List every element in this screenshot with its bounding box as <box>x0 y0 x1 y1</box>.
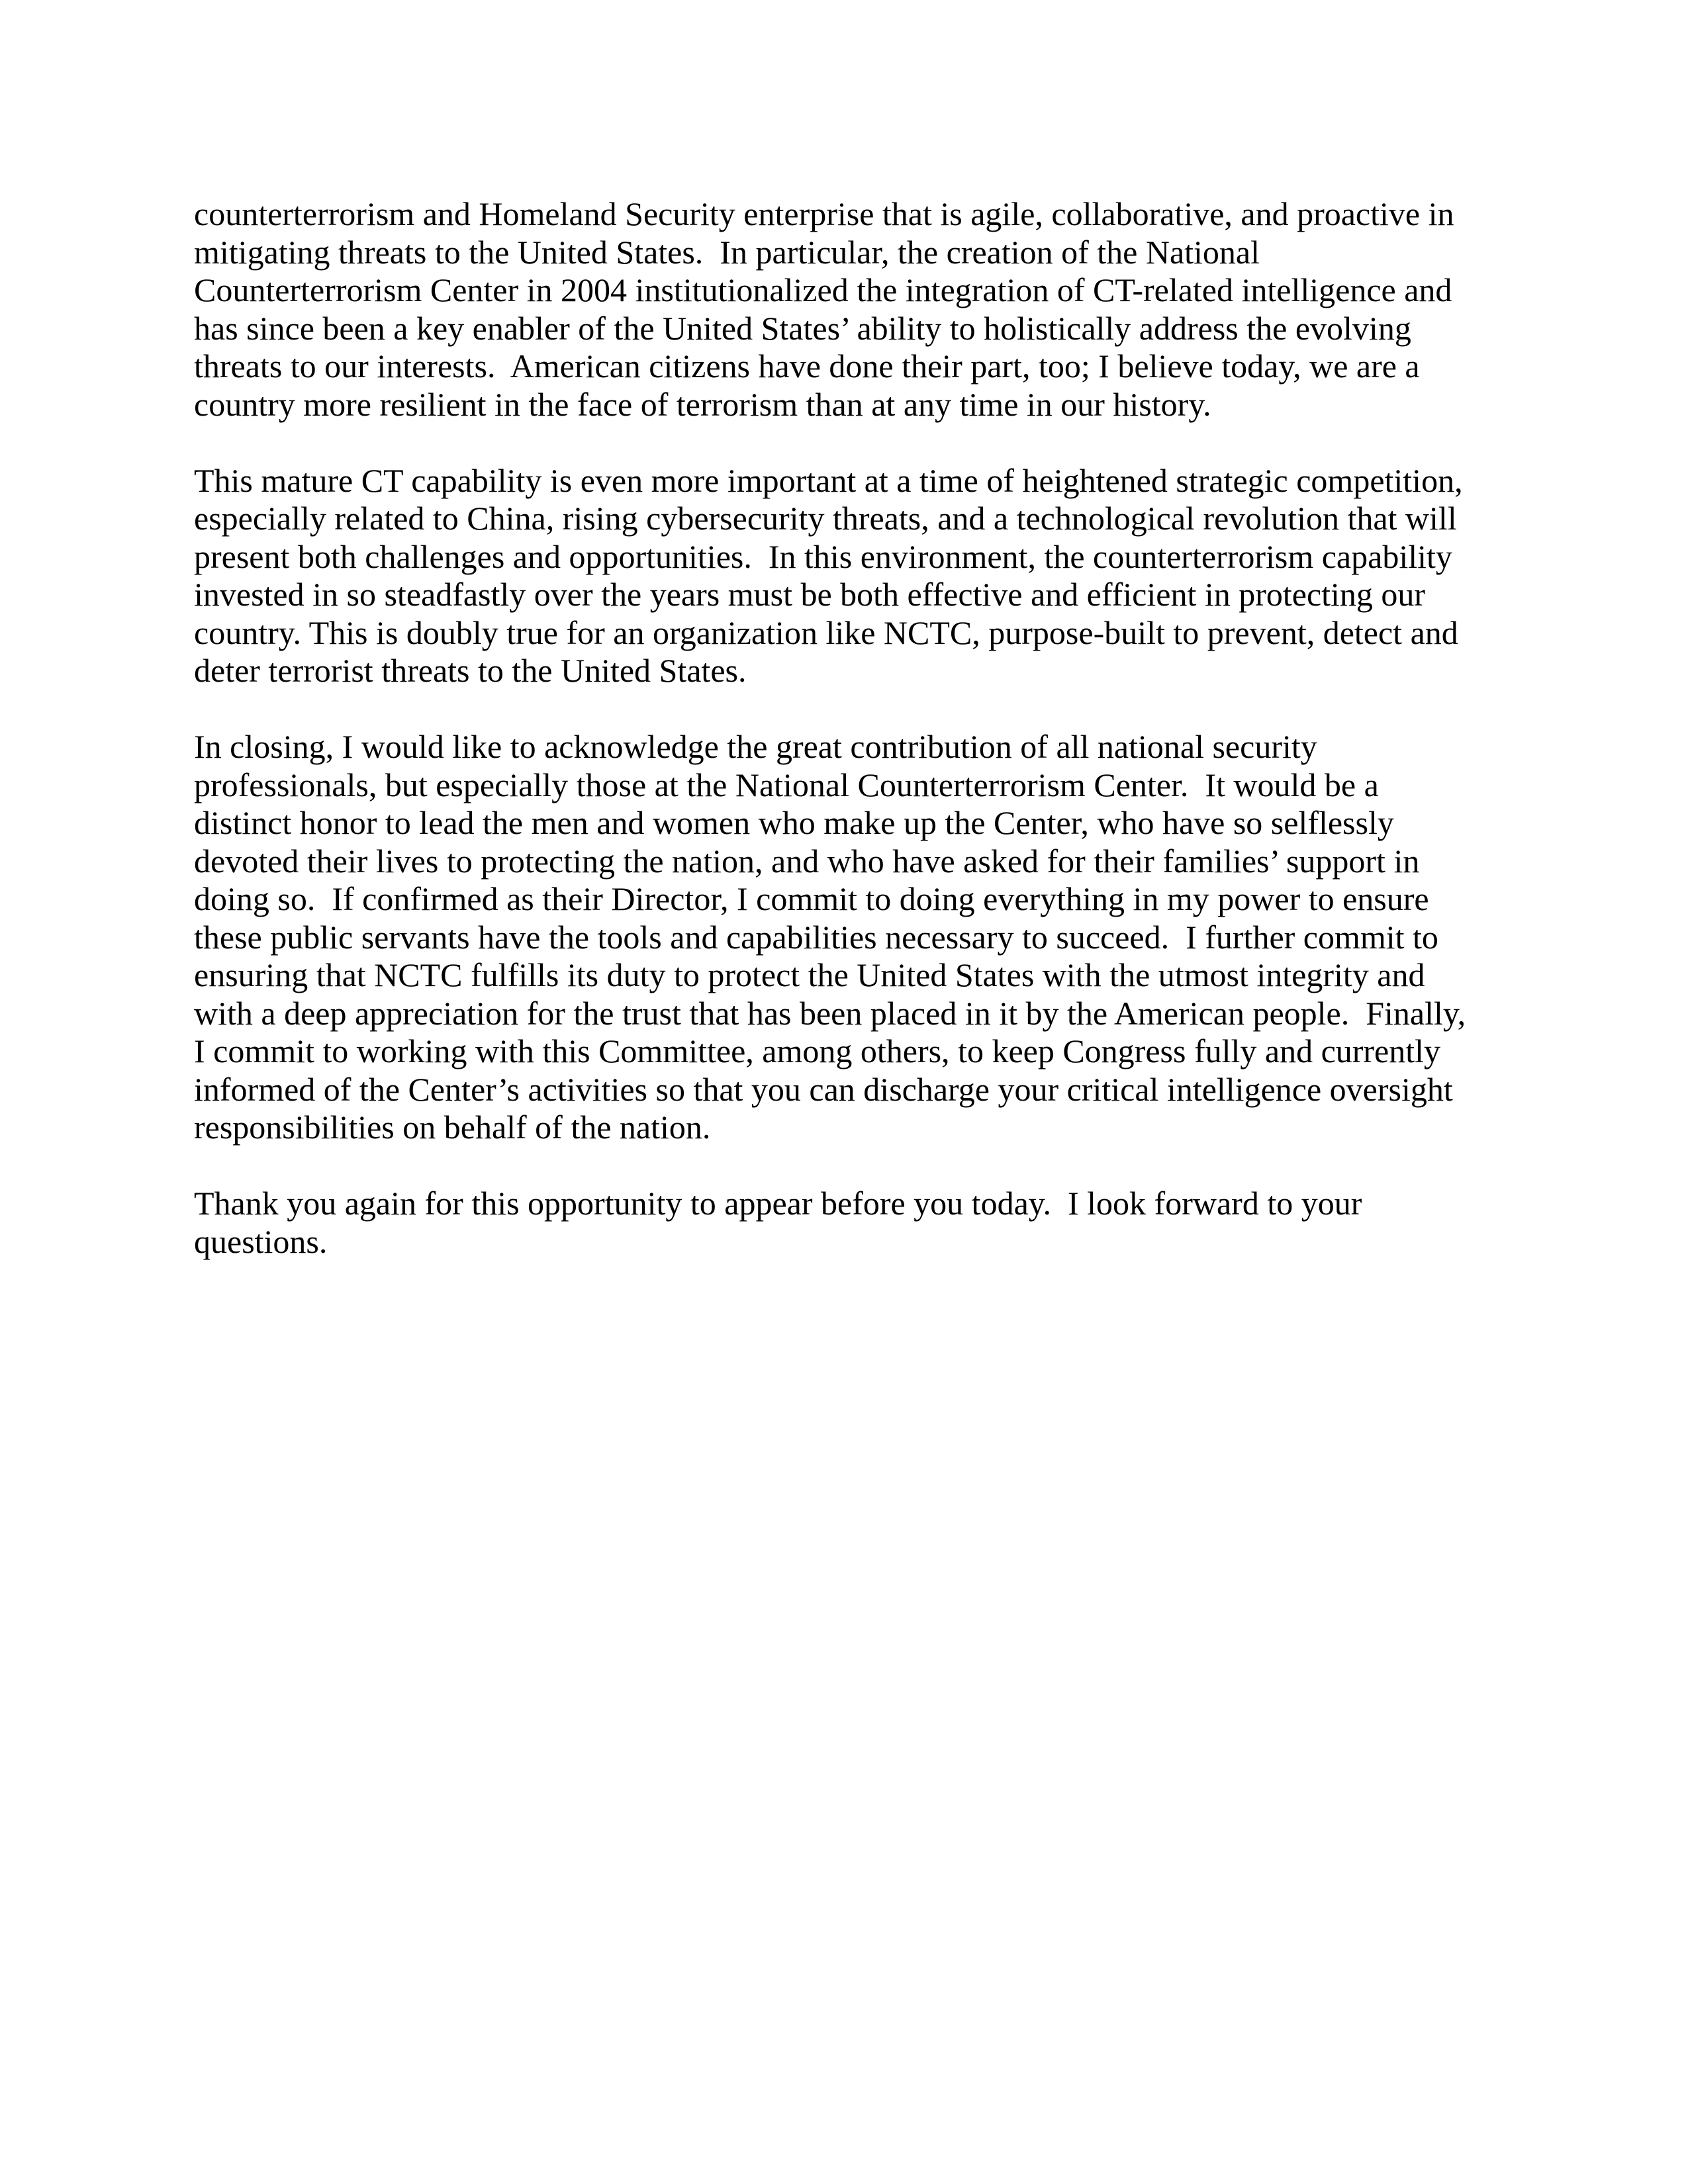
text-line: devoted their lives to protecting the nation, and who have asked for their families’ support in <box>194 842 1420 880</box>
paragraph-1 <box>194 195 1495 424</box>
paragraph-4 <box>194 1185 1495 1261</box>
text-line: deter terrorist threats to the United States. <box>194 652 747 689</box>
text-line: informed of the Center’s activities so that you can discharge your critical intelligence oversight <box>194 1070 1453 1108</box>
paragraph-2 <box>194 462 1495 690</box>
text-line: distinct honor to lead the men and women who make up the Center, who have so selflessly <box>194 804 1394 841</box>
text-line: with a deep appreciation for the trust that has been placed in it by the American people. Finally, <box>194 994 1466 1032</box>
text-line: mitigating threats to the United States. In particular, the creation of the National <box>194 233 1260 271</box>
text-line: present both challenges and opportunities. In this environment, the counterterrorism capability <box>194 537 1452 575</box>
text-line: doing so. If confirmed as their Director, I commit to doing everything in my power to ensure <box>194 880 1429 917</box>
text-line: I commit to working with this Committee, among others, to keep Congress fully and currently <box>194 1032 1441 1069</box>
text-line: especially related to China, rising cybersecurity threats, and a technological revolution that will <box>194 500 1457 537</box>
text-line: professionals, but especially those at the National Counterterrorism Center. It would be a <box>194 766 1379 803</box>
text-line: country. This is doubly true for an organization like NCTC, purpose-built to prevent, detect and <box>194 614 1458 651</box>
paragraph-3 <box>194 728 1495 1147</box>
text-line: ensuring that NCTC fulfills its duty to protect the United States with the utmost integrity and <box>194 956 1425 993</box>
text-line: country more resilient in the face of terrorism than at any time in our history. <box>194 385 1211 423</box>
text-line: This mature CT capability is even more important at a time of heightened strategic competition, <box>194 461 1463 499</box>
text-line: responsibilities on behalf of the nation. <box>194 1109 711 1146</box>
text-line: In closing, I would like to acknowledge the great contribution of all national security <box>194 728 1317 765</box>
document-body <box>194 195 1495 1299</box>
text-line: questions. <box>194 1222 328 1260</box>
text-line: threats to our interests. American citizens have done their part, too; I believe today, we are a <box>194 347 1420 385</box>
text-line: Counterterrorism Center in 2004 institutionalized the integration of CT-related intelligence and <box>194 271 1452 308</box>
text-line: has since been a key enabler of the United States’ ability to holistically address the evolving <box>194 309 1411 347</box>
text-line: counterterrorism and Homeland Security enterprise that is agile, collaborative, and proactive in <box>194 195 1454 232</box>
text-line: Thank you again for this opportunity to appear before you today. I look forward to your <box>194 1185 1362 1222</box>
text-line: invested in so steadfastly over the years must be both effective and efficient in protecting our <box>194 576 1426 613</box>
text-line: these public servants have the tools and capabilities necessary to succeed. I further commit to <box>194 918 1438 956</box>
